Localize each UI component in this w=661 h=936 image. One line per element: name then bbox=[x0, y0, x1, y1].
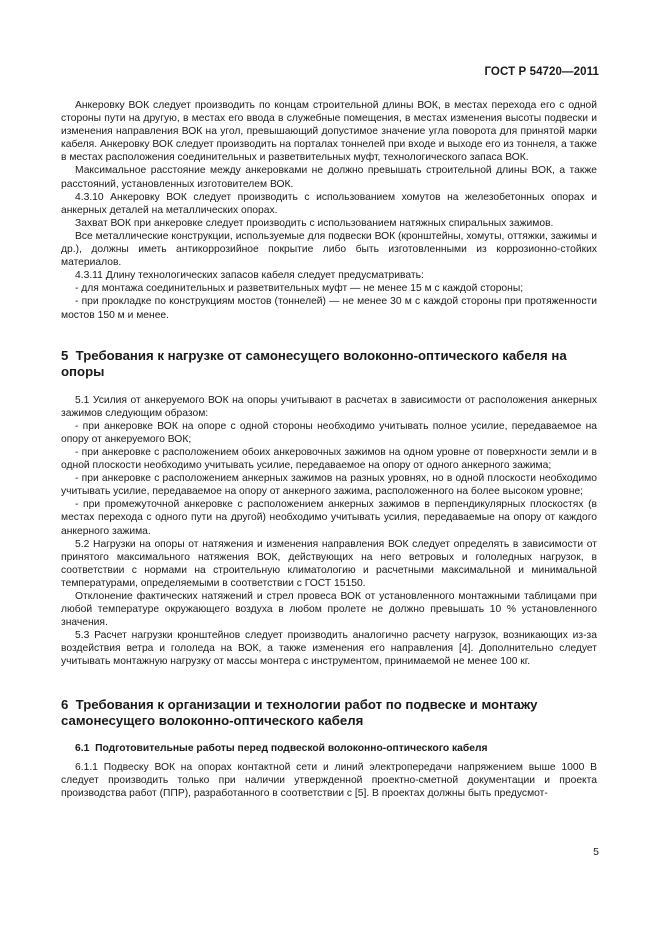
section-5-number: 5 bbox=[61, 347, 69, 363]
subsection-6-1-title: Подготовительные работы перед подвеской волоконно-оптического кабеля bbox=[95, 742, 488, 754]
paragraph-metal-structures: Все металлические конструкции, используемые для подвески ВОК (кронштейны, хомуты, оттяжки, зажимы и др.), должны иметь антикоррозийное покрытие либо быть изготовленными из коррозионно-стойких материалов. bbox=[61, 230, 597, 269]
page-content bbox=[61, 92, 597, 800]
page-number: 5 bbox=[593, 846, 599, 858]
paragraph-4-3-10: 4.3.10 Анкеровку ВОК следует производить с использованием хомутов на железобетонных опорах и анкерных деталей на металлических опорах. bbox=[61, 191, 597, 216]
list-item-perpendicular: - при промежуточной анкеровке с расположением анкерных зажимов в перпендикулярных плоскостях (в местах перехода с одного пути на другой) необходимо учитывать усилия, передаваемые на опору от каждого анкерного зажима. bbox=[61, 499, 597, 537]
section-6-heading bbox=[61, 697, 597, 730]
section-6-number: 6 bbox=[61, 696, 69, 712]
paragraph-max-distance: Максимальное расстояние между анкеровками не должно превышать строительной длины ВОК, а также расстояний, установленных изготовителем ВОК. bbox=[61, 165, 597, 190]
paragraph-5-2: 5.2 Нагрузки на опоры от натяжения и изменения направления ВОК следует определять в зависимости от принятого максимального натяжения ВОК, действующих на него ветровых и гололедных нагрузок, в соответствии с нормами на строительную климатологию и расчетными максимальной и минимальной температурами, определяемыми в соответствии с ГОСТ 15150. bbox=[61, 538, 597, 589]
section-5-title: Требования к нагрузке от самонесущего волоконно-оптического кабеля на опоры bbox=[61, 347, 567, 380]
paragraph-6-1-1: 6.1.1 Подвеску ВОК на опорах контактной сети и линий электропередачи напряжением выше 1000 В следует производить только при наличии утвержденной проектно-сметной документации и проекта производства работ (ППР), разработанного в соответствии с [5]. В проектах должны быть предусмот- bbox=[61, 761, 597, 799]
list-item-one-side: - при анкеровке ВОК на опоре с одной стороны необходимо учитывать полное усилие, передаваемое на опору от анкеруемого ВОК; bbox=[61, 420, 597, 445]
list-item-bridge-reserve: - при прокладке по конструкциям мостов (тоннелей) — не менее 30 м с каждой стороны при протяженности мостов 150 м и менее. bbox=[61, 296, 597, 321]
section-5-heading bbox=[61, 348, 597, 381]
list-item-same-level: - при анкеровке с расположением обоих анкеровочных зажимов на одном уровне от поверхности земли и в одной плоскости необходимо учитывать усилие, передаваемое на опору от одного анкерного зажима; bbox=[61, 446, 597, 472]
paragraph-4-3-11: 4.3.11 Длину технологических запасов кабеля следует предусматривать: bbox=[75, 270, 424, 282]
paragraph-grip: Захват ВОК при анкеровке следует производить с использованием натяжных спиральных зажимов. bbox=[75, 217, 554, 229]
list-item-different-levels: - при анкеровке с расположением анкерных зажимов на разных уровнях, но в одной плоскости необходимо учитывать усилие, передаваемое на опору от анкерного зажима, расположенного на более высоком уровне; bbox=[61, 473, 597, 498]
subsection-6-1-number: 6.1 bbox=[75, 742, 90, 754]
document-number: ГОСТ Р 54720—2011 bbox=[484, 66, 599, 78]
paragraph-anchoring: Анкеровку ВОК следует производить по концам строительной длины ВОК, в местах перехода его с одной стороны пути на другую, в местах его ввода в служебные помещения, в местах изменения высоты подвески и изменения направления ВОК на угол, превышающий допустимое значение угла поворота для принятой марки кабеля. Анкеровку ВОК следует производить на порталах тоннелей при входе и выходе его из тоннеля, а также в местах расположения соединительных и разветвительных муфт, технологического запаса ВОК. bbox=[61, 100, 597, 164]
list-item-coupling-reserve: - для монтажа соединительных и разветвительных муфт — не менее 15 м с каждой стороны; bbox=[75, 283, 524, 295]
subsection-6-1-heading bbox=[61, 742, 597, 755]
paragraph-5-3: 5.3 Расчет нагрузки кронштейнов следует производить аналогично расчету нагрузок, возникающих из-за воздействия ветра и гололеда на ВОК, а также изменения его направления [4]. Дополнительно следует учитывать монтажную нагрузку от массы монтера с инструментом, принимаемой не менее 100 кг. bbox=[61, 630, 597, 668]
paragraph-5-1: 5.1 Усилия от анкеруемого ВОК на опоры учитывают в расчетах в зависимости от расположения анкерных зажимов следующим образом: bbox=[61, 394, 597, 419]
paragraph-deviation: Отклонение фактических натяжений и стрел провеса ВОК от установленного монтажными таблицами при любой температуре окружающего воздуха в любом пролете не должно превышать 10 % установленного значения. bbox=[61, 591, 597, 629]
section-6-title: Требования к организации и технологии работ по подвеске и монтажу самонесущего волоконно-оптического кабеля bbox=[61, 696, 538, 729]
